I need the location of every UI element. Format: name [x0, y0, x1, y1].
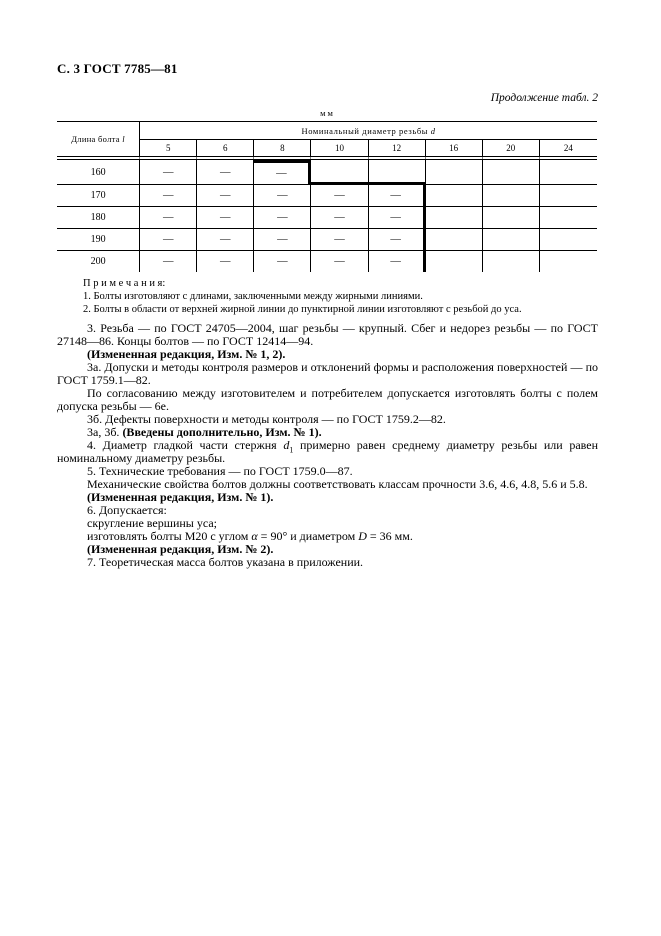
- diameter-header: 20: [483, 140, 540, 160]
- paragraph-4-text: 4. Диаметр гладкой части стержня: [87, 438, 284, 452]
- paragraph-5: 5. Технические требования — по ГОСТ 1759.0—87.: [87, 464, 353, 478]
- paragraph-3ab-bold: (Введены дополнительно, Изм. № 1).: [122, 425, 322, 439]
- d1-variable: d: [283, 438, 290, 452]
- paragraph-3b: 3б. Дефекты поверхности и методы контроля — по ГОСТ 1759.2—82.: [87, 412, 446, 426]
- paragraph-4: [57, 439, 598, 465]
- body-text: [57, 319, 598, 569]
- paragraph-5-continuation: Механические свойства болтов должны соответствовать классам прочности 3.6, 4.6, 4.8, 5.6 и 5.8.: [87, 477, 588, 491]
- table-cell: —: [197, 229, 254, 251]
- table-cell: —: [140, 251, 197, 272]
- table-cell: —: [140, 160, 197, 185]
- diameter-header: 12: [369, 140, 426, 160]
- table-cell: [483, 207, 540, 229]
- table-cell: [426, 229, 483, 251]
- table-row: [57, 207, 597, 229]
- table-cell-thick-boundary: —: [369, 185, 426, 207]
- length-cell: 200: [57, 251, 140, 272]
- table-cell: [540, 207, 597, 229]
- page-header: С. 3 ГОСТ 7785—81: [57, 61, 178, 76]
- diameter-header: 5: [140, 140, 197, 160]
- length-cell: 190: [57, 229, 140, 251]
- paragraph-5-edit-note: (Измененная редакция, Изм. № 1).: [87, 490, 274, 504]
- paragraph-7: 7. Теоретическая масса болтов указана в приложении.: [87, 555, 364, 569]
- table-cell: —: [197, 251, 254, 272]
- table-cell: —: [254, 207, 311, 229]
- table-cell: [540, 251, 597, 272]
- length-cell: 180: [57, 207, 140, 229]
- table-cell: [540, 229, 597, 251]
- table-cell: —: [140, 229, 197, 251]
- table-cell-thick-boundary: —: [369, 229, 426, 251]
- table-cell: —: [197, 160, 254, 185]
- table-cell: [540, 160, 597, 185]
- table-cell: [483, 160, 540, 185]
- table-cell: —: [311, 185, 368, 207]
- alpha-variable: α: [251, 529, 258, 543]
- table-cell-thick-boundary: —: [254, 160, 311, 185]
- table-cell: [426, 207, 483, 229]
- table-cell: [483, 251, 540, 272]
- paragraph-6: 6. Допускается:: [87, 503, 167, 517]
- paragraph-3a-continuation: По согласованию между изготовителем и потребителем допускается изготовлять болты с полем допуска резьбы — 6е.: [57, 386, 598, 413]
- table-cell: —: [311, 229, 368, 251]
- table-cell: [483, 229, 540, 251]
- length-column-header-text: Длина болта: [71, 134, 123, 144]
- table-cell: —: [140, 185, 197, 207]
- paragraph-3a: 3а. Допуски и методы контроля размеров и отклонений формы и расположения поверхностей — по ГОСТ 1759.1—82.: [57, 360, 598, 387]
- table-cell: [426, 160, 483, 185]
- paragraph-3-edit-note: (Измененная редакция, Изм. № 1, 2).: [87, 347, 286, 361]
- table-row: [57, 160, 597, 185]
- table-row: [57, 251, 597, 272]
- length-cell: 170: [57, 185, 140, 207]
- table-cell: [426, 185, 483, 207]
- table-cell: [540, 185, 597, 207]
- table-cell: —: [254, 251, 311, 272]
- length-cell: 160: [57, 160, 140, 185]
- table-continuation-label: Продолжение табл. 2: [490, 92, 598, 104]
- diameter-span-header-text: Номинальный диаметр резьбы: [301, 125, 431, 136]
- note-item: 1. Болты изготовляют с длинами, заключенными между жирными линиями.: [83, 291, 423, 302]
- table-header-row: [57, 122, 597, 140]
- diameter-header: 10: [311, 140, 368, 160]
- paragraph-6-item-a: скругление вершины уса;: [87, 516, 217, 530]
- paragraph-6b-text: = 36 мм.: [366, 529, 413, 543]
- table-cell: —: [311, 207, 368, 229]
- paragraph-6-edit-note: (Измененная редакция, Изм. № 2).: [87, 542, 274, 556]
- diameter-span-header: [140, 122, 597, 140]
- note-item: 2. Болты в области от верхней жирной линии до пунктирной линии изготовляют с резьбой до уса.: [83, 304, 522, 315]
- diameter-d-variable: D: [358, 529, 367, 543]
- notes-section: [57, 277, 598, 316]
- table-cell: [483, 185, 540, 207]
- paragraph-3ab-prefix: 3а, 3б.: [87, 425, 123, 439]
- diameter-header: 24: [540, 140, 597, 160]
- table-cell: —: [254, 185, 311, 207]
- table-cell: —: [197, 185, 254, 207]
- notes-heading: П р и м е ч а н и я:: [83, 278, 166, 289]
- length-variable: l: [122, 134, 125, 144]
- table-cell: —: [140, 207, 197, 229]
- table-cell-thick-boundary: —: [369, 207, 426, 229]
- table-cell: —: [197, 207, 254, 229]
- paragraph-6b-text: изготовлять болты М20 с углом: [87, 529, 252, 543]
- diameter-header: 8: [254, 140, 311, 160]
- table-cell: —: [254, 229, 311, 251]
- paragraph-4-text: примерно равен среднему диаметру резьбы или равен номинальному диаметру резьбы.: [57, 438, 598, 465]
- diameter-header: 6: [197, 140, 254, 160]
- table-cell-thick-boundary: [311, 160, 368, 185]
- length-column-header: [57, 122, 140, 160]
- diameter-variable: d: [430, 125, 436, 136]
- d1-subscript: 1: [289, 445, 294, 455]
- table-row: [57, 229, 597, 251]
- bolt-length-diameter-table: [57, 121, 597, 272]
- table-cell-thick-boundary: —: [369, 251, 426, 272]
- paragraph-6b-text: = 90° и диаметром: [257, 529, 359, 543]
- table-cell: —: [311, 251, 368, 272]
- diameter-header: 16: [426, 140, 483, 160]
- table-cell-thick-boundary: [369, 160, 426, 185]
- table-cell: [426, 251, 483, 272]
- table-row: [57, 185, 597, 207]
- paragraph-3: 3. Резьба — по ГОСТ 24705—2004, шаг резьбы — крупный. Сбег и недорез резьбы — по ГОСТ 27148—86. Концы болтов — по ГОСТ 12414—94.: [57, 321, 598, 348]
- units-label: мм: [320, 108, 335, 118]
